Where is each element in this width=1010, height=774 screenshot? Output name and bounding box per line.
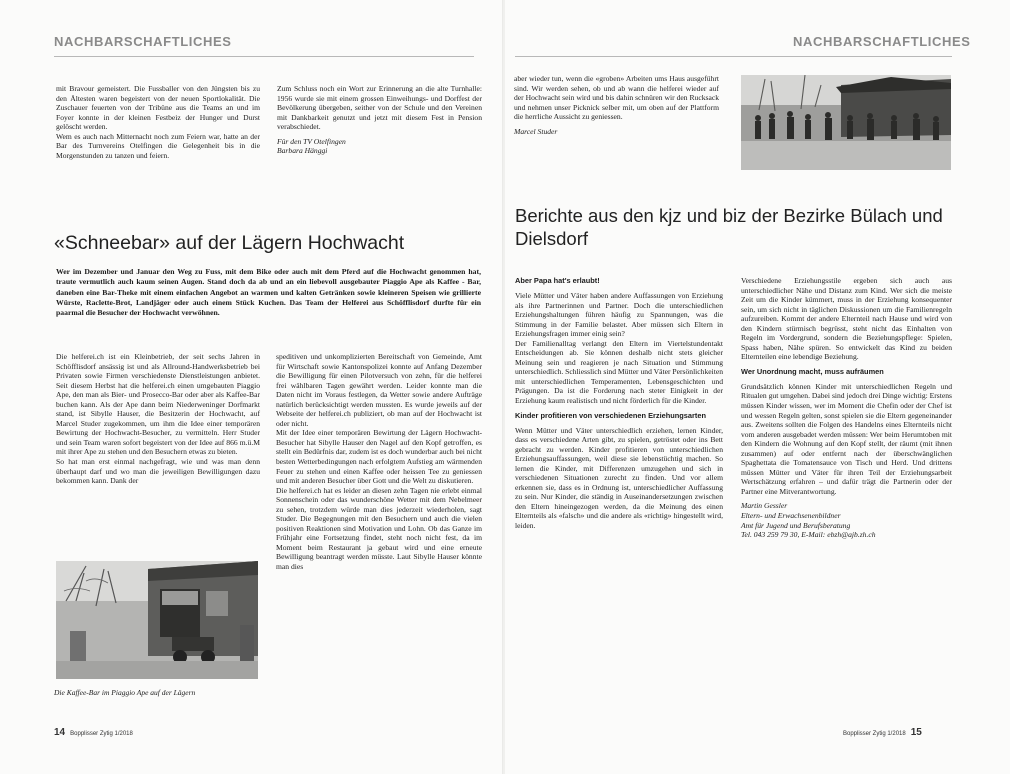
article-col1-right: Aber Papa hat's erlaubt! Viele Mütter und Väter haben andere Auffassungen von Erziehung als ihre Partnerinnen und Partner. Doch die unterschiedlichen Erziehungshaltungen führen häufig zu Spannungen, was die Stimmung in der Familie belastet. Aber müssen sich Eltern in Erziehungsfragen immer einig sein? Der Familienalltag verlangt den Eltern im Viertelstundentakt Entscheidungen ab. Sie können deshalb nicht stets gleicher Meinung sein und reagieren je nach Situation und Stimmung unterschiedlich. Schliesslich sind Mütter und Väter Persönlichkeiten mit unterschiedlichen Temperamenten, Lebensgeschichten und Prägungen. Da ist die Forderung nach steter Einigkeit in der Erziehung kaum realistisch und nicht förderlich für die Kinder. Kinder profitieren von verschiedenen Erziehungsarten Wenn Mütter und Väter unterschiedlich erziehen, lernen Kinder, dass es verschiedene Arten gibt, zu spielen, getröstet oder ins Bett gebracht zu werden. Kinder profitieren von unterschiedlichen Erziehungsauffassungen, weil diese sie lebenstüchtig machen. So lernen die Kinder, mit Differenzen umzugehen und sich in verschiedenen Situationen zurecht zu finden. Und vor allem erkennen sie, dass es in Ordnung ist, unterschiedlicher Auffassung zu sein. Nur Kinder, die ständig in Auseinandersetzungen zwischen den Eltern hineingezogen werden, da die Meinung des einen Elternteils als «falsch» und die andere als «richtig» hingestellt wird, leiden.: [515, 276, 724, 531]
section-heading-left: NACHBARSCHAFTLICHES: [54, 34, 232, 49]
page-number-left: 14: [54, 727, 66, 738]
article-lead: Wer im Dezember und Januar den Weg zu Fuss, mit dem Bike oder auch mit dem Pferd auf die Hochwacht genommen hat, traute vermutlich auch kaum seinen Augen. Stand doch da ab und an ein liebevoll ausgebauter Piaggio Ape als Kaffee - Bar, daneben eine Bar-Theke mit einem einfachen Angebot an warmen und kalten Getränken sowie kleineren Speisen wie grillierte Würste, Raclette-Brot, Landjäger oder auch einem Stück Kuchen. Das Team der Helferei aus Schöfflisdorf durfte für ein paarmal die Besucher der Hochwacht verwöhnen.: [56, 267, 481, 318]
signature-line-1: Für den TV Otelfingen: [277, 136, 346, 146]
subhead-kinder-profitieren: Kinder profitieren von verschiedenen Erziehungsarten: [515, 410, 706, 420]
continued-text-right: aber wieder tun, wenn die «groben» Arbeiten ums Haus ausgeführt sind. Wir werden sehen, ob und ab wann die helferei wieder auf der Hochwacht sein wird und bis dahin schnüren wir den Rucksack und nehmen unser Picknick selber mit, um oben auf der Plattform die herrliche Aussicht zu geniessen. Marcel Studer: [514, 74, 719, 136]
author-org: Amt für Jugend und Berufsberatung: [741, 520, 851, 530]
author-role: Eltern- und Erwachsenenbildner: [741, 511, 841, 521]
subhead-unordnung: Wer Unordnung macht, muss aufräumen: [741, 366, 884, 376]
hochwacht-visitors-photo-illustration: [741, 75, 951, 170]
article-title-schneebar: «Schneebar» auf der Lägern Hochwacht: [54, 232, 405, 254]
continued-text-col1: mit Bravour gemeistert. Die Fussballer von den Jüngsten bis zu den Ältesten waren begeistert von der neuen Sportlokalität. Die Zuschauer feuerten von der Tribüne aus die Teams an und im Foyer konnte in der kleinen Festbeiz der Hunger und Durst gelöscht werden. Wem es auch nach Mitternacht noch zum Feiern war, hatte an der Bar des Turnvereins Otelfingen die Gelegenheit bis in die Morgenstunden zu tanzen und feiern.: [56, 84, 260, 160]
article-col1: Die helferei.ch ist ein Kleinbetrieb, der seit sechs Jahren in Schöfflisdorf ansässig ist und als Allround-Handwerksbetrieb bei Privaten sowie Firmen verschiedenste Dienstleistungen anbietet. Seit diesem Herbst hat die helferei.ch einen umgebauten Piaggio Ape, den man als Bier- und Prosecco-Bar oder aber als Kaffee-Bar buchen kann. Als der Ape dann beim Niederweninger Dorfmarkt stand, ist Sibylle Hauser, die Besitzerin der Hochwacht, auf Marcel Studer zugekommen, um ihm die Idee einer temporären Bewirtung der Hochwacht-Besucher, zu vermitteln. Herr Studer und sein Team waren sofort begeistert von der Idee auf 866 m.ü.M mit ihrer Ape zu stehen und den Besuchern etwas zu bieten. So hat man erst einmal nachgefragt, wie und was man denn überhaupt darf und wo man die jeweiligen Bewilligungen dazu bekommen kann. Dank der: [56, 352, 260, 486]
footer-left: [54, 727, 133, 738]
signature-line-2: Barbara Hänggi: [277, 146, 328, 156]
footer-right: [843, 727, 922, 738]
photo-caption: Die Kaffee-Bar im Piaggio Ape auf der Lägern: [54, 688, 196, 697]
kaffee-bar-photo-illustration: [56, 561, 258, 679]
article-col2: speditiven und unkomplizierten Bereitschaft von Gemeinde, Amt für Wirtschaft sowie Kantonspolizei konnte auf Anfang Dezember die Bewilligung für einen Pilotversuch von zehn, für die helferei frei wählbaren Tagen gewährt werden. Leider konnte man die Daten nicht im Voraus festlegen, da Wetter sowie andere Aufträge natürlich berücksichtigt werden mussten. Es wurde jeweils auf der Webseite der helferei.ch publiziert, ob man auf der Hochwacht ist oder nicht. Mit der Idee einer temporären Bewirtung der Lägern Hochwacht-Besucher hat Sibylle Hauser den Nagel auf den Kopf getroffen, es stellt ein Bedürfnis dar, zudem ist es doch wunderbar auch bei nicht besten Wetterbedingungen nach erfolgtem Aufstieg am wärmenden Feuer zu stehen und einen Kaffee oder heissen Tee zu geniessen und mit anderen Besucher über Gott und die Welt zu diskutieren. Die helferei.ch hat es leider an diesen zehn Tagen nie erlebt einmal Sonnenschein oder das wunderschöne Wetter mit dem Nebelmeer zu sehen, trotzdem würde man dies jederzeit wiederholen, sagt Studer. Die Begegnungen mit den Besuchern und auch die vielen positiven Reaktionen sind Motivation und Lohn. Ob das Ganze im Frühjahr eine Fortsetzung findet, steht noch nicht fest, da im Moment beim Restaurant ja gebaut wird und eine erneute Bewilligung beantragt werden müsste. Laut Sibylle Hauser könnte man dies: [276, 352, 482, 572]
heading-rule-left: [54, 56, 474, 57]
author-name: Martin Gessler: [741, 501, 788, 511]
right-page: [505, 0, 1010, 774]
signature-studer: Marcel Studer: [514, 126, 558, 136]
subhead-papa: Aber Papa hat's erlaubt!: [515, 276, 600, 285]
article-title-kjz-biz: Berichte aus den kjz und biz der Bezirke Bülach und Dielsdorf: [515, 205, 943, 249]
page-number-right: 15: [910, 727, 922, 738]
issue-label-left: Bopplisser Zytig 1/2018: [70, 731, 133, 737]
author-contact: Tel. 043 259 79 30, E-Mail: ebzh@ajb.zh.ch: [741, 530, 876, 540]
left-page: [0, 0, 503, 774]
heading-rule-right: [515, 56, 952, 57]
issue-label-right: Bopplisser Zytig 1/2018: [843, 731, 906, 737]
article-col2-right: Verschiedene Erziehungsstile ergeben sich auch aus unterschiedlicher Nähe und Distanz zum Kind. Wer sich die meiste Zeit um die Kinder kümmert, muss in der Erziehung konsequenter sein, um sich nicht in täglichen Diskussionen um die Familienregeln aufzureiben. Kommt der andere Elternteil nach Hause und wird von den Kindern stürmisch begrüsst, steht nicht das Einhalten von Regeln im Vordergrund, sondern die Beziehungspflege: Spielen, Spass haben, Nähe spüren. So entwickelt das Kind zu beiden Elternteilen eine lebendige Beziehung. Wer Unordnung macht, muss aufräumen Grundsätzlich können Kinder mit unterschiedlichen Regeln und Ritualen gut umgehen. Dabei sind jedoch drei Dinge wichtig: Erstens müssen Kinder wissen, wer im Moment die Chefin oder der Chef ist und wessen Regeln gelten, sonst spielen sie die Eltern gegeneinander aus. Zweitens sollten die Folgen des Handelns eines Elternteils nicht vom anderen ausgebadet werden müssen: Wer beim Herumtoben mit den Kindern die Wohnung auf den Kopf stellt, der räumt (mit ihnen zusammen) auf oder entfernt nach der überschwänglichen Spaghettata die Tomatensauce von Tisch und Herd. Und drittens müssen Mütter und Väter für ihren Teil der Erziehungsarbeit Wertschätzung erfahren – und dafür trägt die Partnerin oder der Partner eine Mitverantwortung. Martin Gessler Eltern- und Erwachsenenbildner Amt für Jugend und Berufsberatung Tel. 043 259 79 30, E-Mail: ebzh@ajb.zh.ch: [741, 276, 952, 540]
hochwacht-visitors-photo: [741, 75, 951, 170]
section-heading-right: NACHBARSCHAFTLICHES: [793, 34, 971, 49]
continued-text-col2: Zum Schluss noch ein Wort zur Erinnerung an die alte Turnhalle: 1956 wurde sie mit einem grossen Einweihungs- und Dorffest der Bevölkerung übergeben, seither von der Schule und den Vereinen mit Dankbarkeit genutzt und jetzt mit diesem Fest in Pension verabschiedet. Für den TV Otelfingen Barbara Hänggi: [277, 84, 482, 156]
kaffee-bar-photo: [56, 561, 258, 679]
